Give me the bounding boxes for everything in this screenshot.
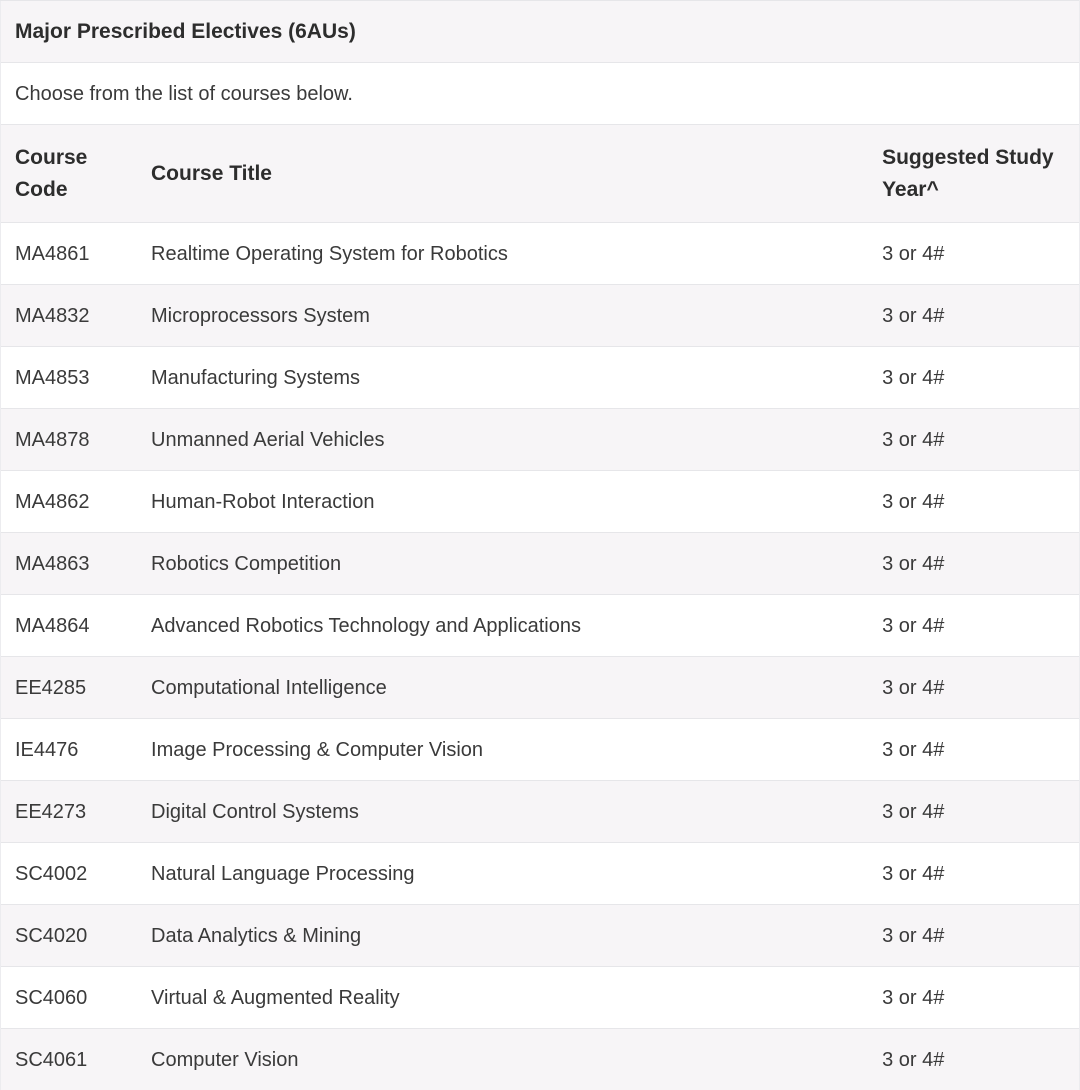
section-title: Major Prescribed Electives (6AUs) [1, 1, 1080, 63]
header-study-year: Suggested Study Year^ [868, 125, 1079, 223]
course-code-cell: MA4853 [1, 347, 138, 409]
course-title-cell: Data Analytics & Mining [137, 905, 868, 967]
study-year-cell: 3 or 4# [868, 347, 1079, 409]
course-title-cell: Manufacturing Systems [137, 347, 868, 409]
table-row [1, 595, 1080, 657]
course-title-cell: Realtime Operating System for Robotics [137, 223, 868, 285]
table-row [1, 223, 1080, 285]
course-code-cell: MA4864 [1, 595, 138, 657]
course-code-cell: MA4832 [1, 285, 138, 347]
section-intro: Choose from the list of courses below. [1, 63, 1080, 125]
study-year-cell: 3 or 4# [868, 409, 1079, 471]
study-year-cell: 3 or 4# [868, 657, 1079, 719]
course-title-cell: Computer Vision [137, 1029, 868, 1090]
table-row [1, 657, 1080, 719]
study-year-cell: 3 or 4# [868, 967, 1079, 1029]
course-title-cell: Computational Intelligence [137, 657, 868, 719]
table-row [1, 409, 1080, 471]
course-code-cell: SC4060 [1, 967, 138, 1029]
study-year-cell: 3 or 4# [868, 1029, 1079, 1090]
study-year-cell: 3 or 4# [868, 533, 1079, 595]
study-year-cell: 3 or 4# [868, 781, 1079, 843]
study-year-cell: 3 or 4# [868, 285, 1079, 347]
table-row [1, 843, 1080, 905]
course-code-cell: MA4862 [1, 471, 138, 533]
course-title-cell: Robotics Competition [137, 533, 868, 595]
section-title-row [1, 1, 1080, 63]
header-course-title: Course Title [137, 125, 868, 223]
table-row [1, 285, 1080, 347]
course-code-cell: EE4273 [1, 781, 138, 843]
course-title-cell: Natural Language Processing [137, 843, 868, 905]
course-title-cell: Image Processing & Computer Vision [137, 719, 868, 781]
study-year-cell: 3 or 4# [868, 843, 1079, 905]
course-code-cell: EE4285 [1, 657, 138, 719]
course-code-cell: SC4020 [1, 905, 138, 967]
table-row [1, 781, 1080, 843]
header-course-code: Course Code [1, 125, 138, 223]
course-title-cell: Microprocessors System [137, 285, 868, 347]
course-code-cell: MA4861 [1, 223, 138, 285]
study-year-cell: 3 or 4# [868, 471, 1079, 533]
course-title-cell: Virtual & Augmented Reality [137, 967, 868, 1029]
course-code-cell: MA4878 [1, 409, 138, 471]
table-row [1, 967, 1080, 1029]
course-code-cell: MA4863 [1, 533, 138, 595]
course-code-cell: IE4476 [1, 719, 138, 781]
table-row [1, 719, 1080, 781]
study-year-cell: 3 or 4# [868, 719, 1079, 781]
course-title-cell: Advanced Robotics Technology and Applications [137, 595, 868, 657]
section-intro-row [1, 63, 1080, 125]
course-title-cell: Human-Robot Interaction [137, 471, 868, 533]
study-year-cell: 3 or 4# [868, 223, 1079, 285]
course-title-cell: Unmanned Aerial Vehicles [137, 409, 868, 471]
study-year-cell: 3 or 4# [868, 595, 1079, 657]
table-row [1, 347, 1080, 409]
table-row [1, 533, 1080, 595]
table-row [1, 905, 1080, 967]
study-year-cell: 3 or 4# [868, 905, 1079, 967]
table-row [1, 471, 1080, 533]
course-title-cell: Digital Control Systems [137, 781, 868, 843]
table-header-row [1, 125, 1080, 223]
course-code-cell: SC4002 [1, 843, 138, 905]
table-row [1, 1029, 1080, 1090]
course-code-cell: SC4061 [1, 1029, 138, 1090]
